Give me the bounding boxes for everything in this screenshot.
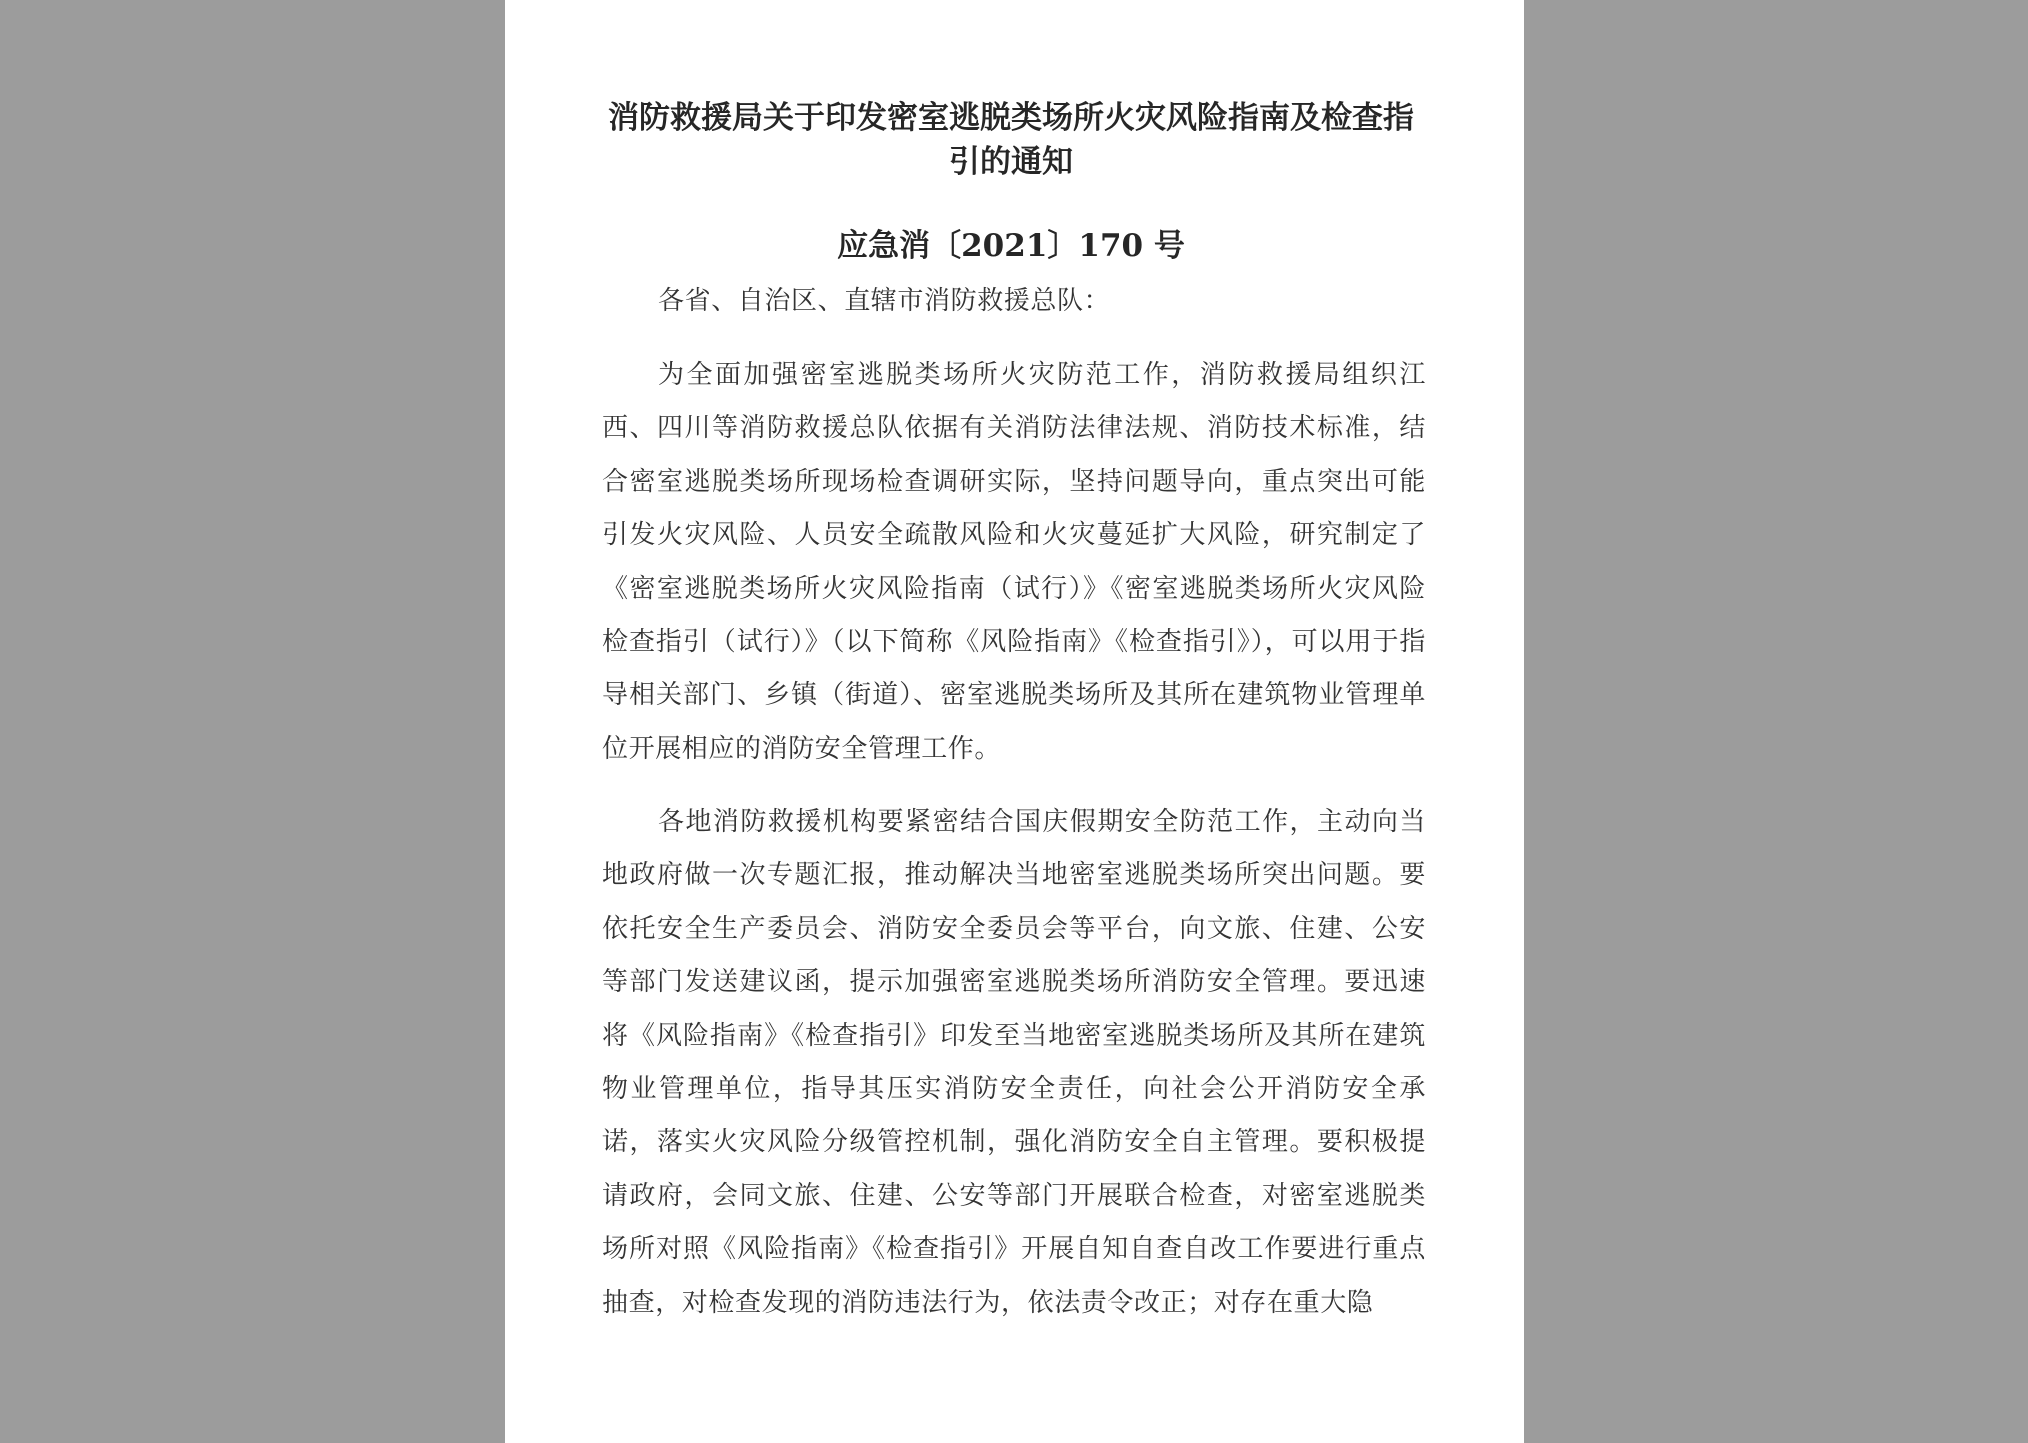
salutation: 各省、自治区、直辖市消防救援总队： [658, 286, 1111, 316]
document-title: 消防救援局关于印发密室逃脱类场所火灾风险指南及检查指引的通知 [608, 100, 1414, 180]
paragraph: 各地消防救援机构要紧密结合国庆假期安全防范工作，主动向当地政府做一次专题汇报，推动解决当地密室逃脱类场所突出问题。要依托安全生产委员会、消防安全委员会等平台，向文旅、住建、公安等部门发送建议函，提示加强密室逃脱类场所消防安全管理。要迅速将《风险指南》《检查指引》印发至当地密室逃脱类场所及其所在建筑物业管理单位，指导其压实消防安全责任，向社会公开消防安全承诺，落实火灾风险分级管控机制，强化消防安全自主管理。要积极提请政府，会同文旅、住建、公安等部门开展联合检查，对密室逃脱类场所对照《风险指南》《检查指引》开展自知自查自改工作要进行重点抽查，对检查发现的消防违法行为，依法责令改正；对存在重大隐 [602, 807, 1426, 1318]
paragraph: 为全面加强密室逃脱类场所火灾防范工作，消防救援局组织江西、四川等消防救援总队依据有关消防法律法规、消防技术标准，结合密室逃脱类场所现场检查调研实际，坚持问题导向，重点突出可能引发火灾风险、人员安全疏散风险和火灾蔓延扩大风险，研究制定了《密室逃脱类场所火灾风险指南（试行）》《密室逃脱类场所火灾风险检查指引（试行）》（以下简称《风险指南》《检查指引》），可以用于指导相关部门、乡镇（街道）、密室逃脱类场所及其所在建筑物业管理单位开展相应的消防安全管理工作。 [602, 360, 1426, 764]
document-page [505, 0, 1524, 1443]
document-number: 应急消〔2021〕170 号 [837, 228, 1185, 264]
